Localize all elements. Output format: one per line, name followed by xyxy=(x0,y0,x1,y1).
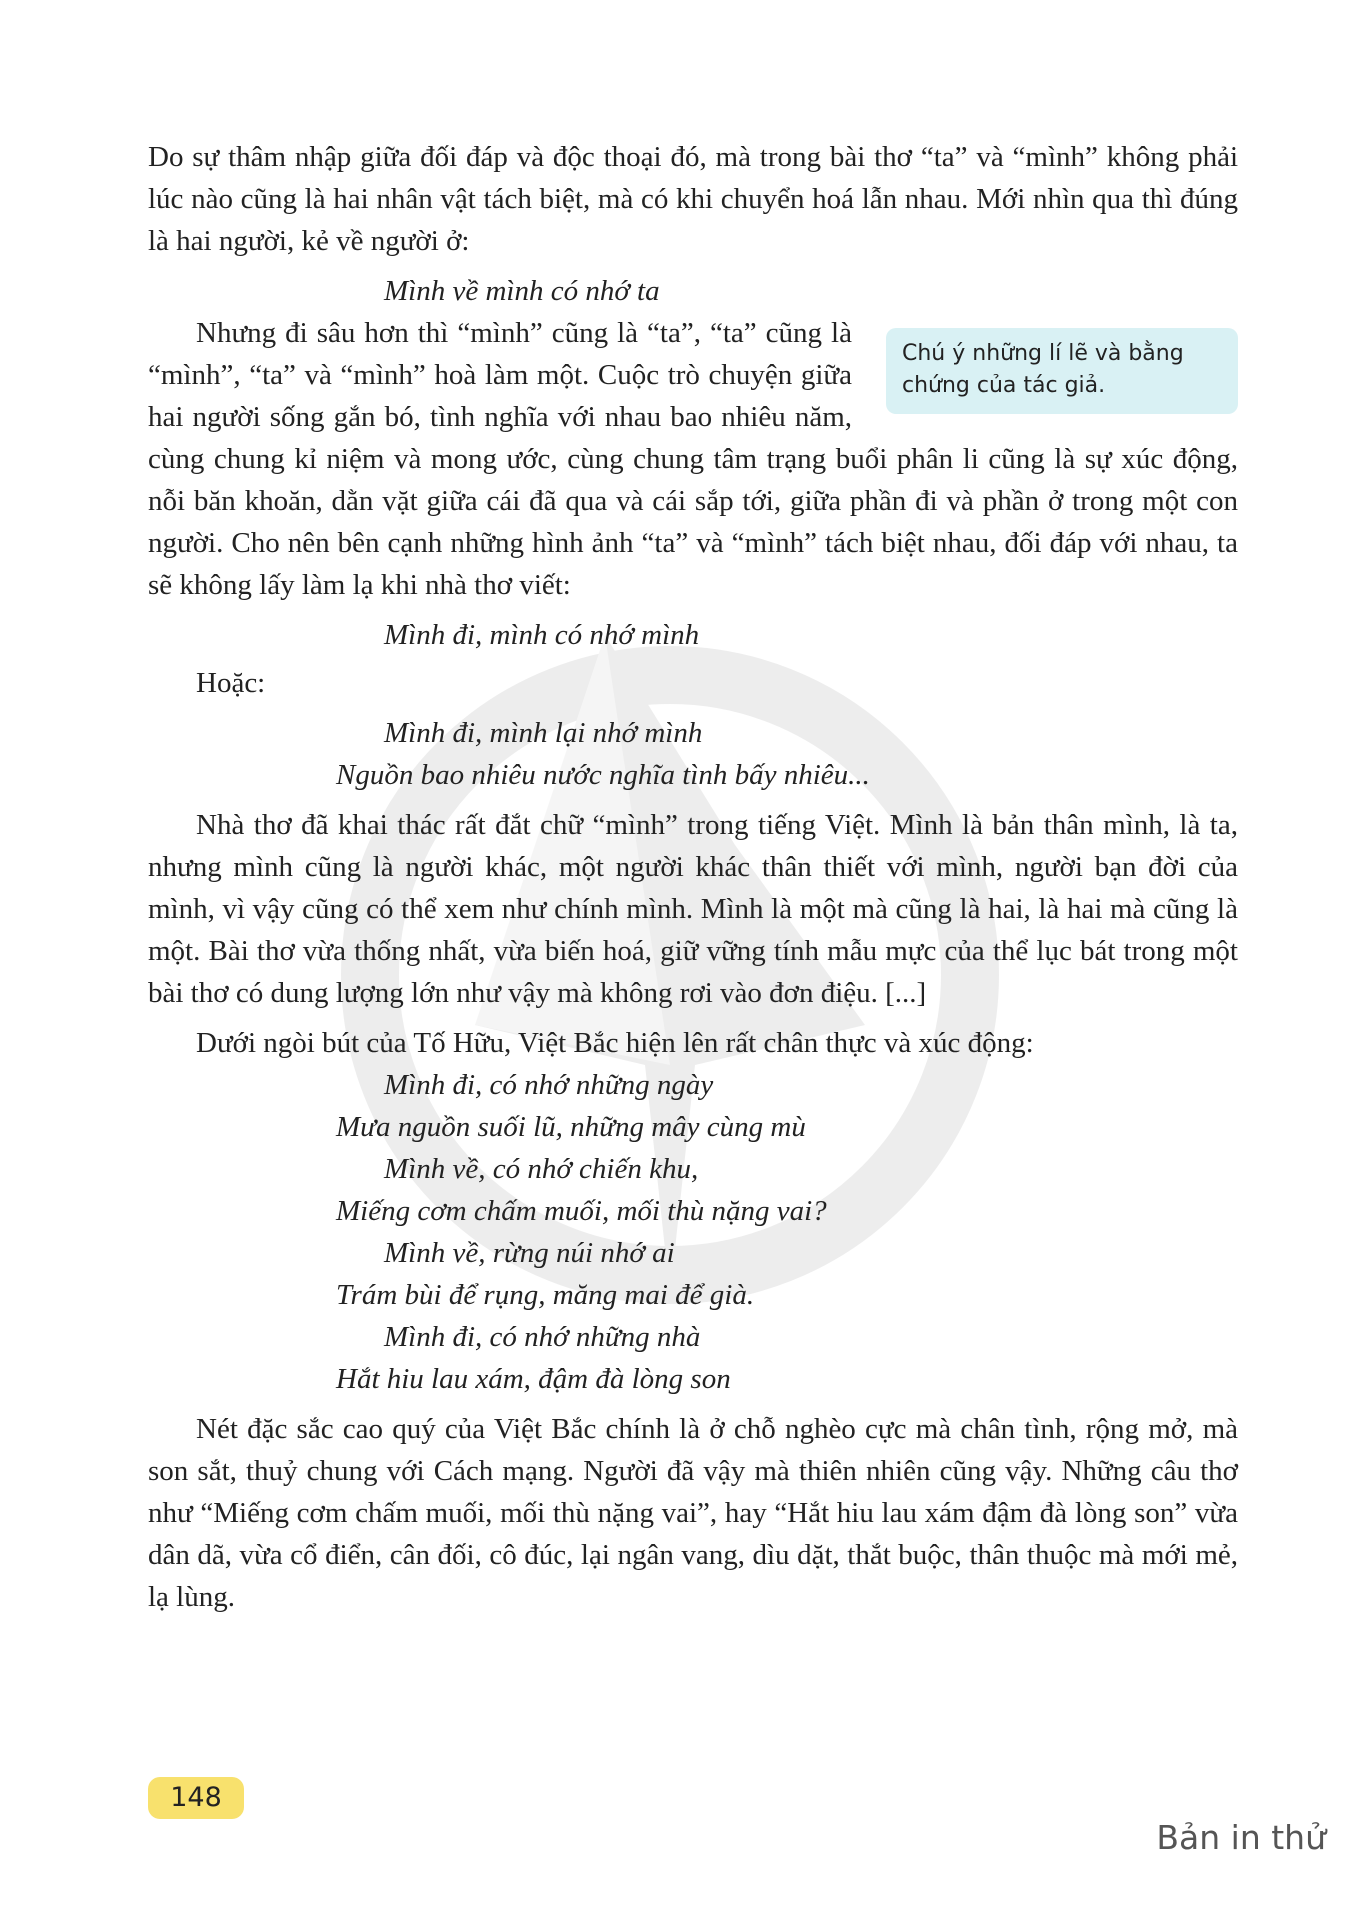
verse-line: Mình đi, mình có nhớ mình xyxy=(384,619,700,651)
verse-line: Mình đi, mình lại nhớ mình xyxy=(384,717,703,749)
paragraph-2 xyxy=(148,312,1238,606)
poem-line: Mình đi, có nhớ những nhà xyxy=(384,1321,701,1353)
poem-line: Mình đi, có nhớ những ngày xyxy=(384,1069,714,1101)
poem-line: Mình về, có nhớ chiến khu, xyxy=(384,1153,699,1185)
paragraph-3: Nhà thơ đã khai thác rất đắt chữ “mình” trong tiếng Việt. Mình là bản thân mình, là ta, nhưng mình cũng là người khác, một người khác thân thiết với mình, người bạn đời của mình, vì vậy cũng có thể xem như chính mình. Mình là một mà cũng là hai, là hai mà cũng là một. Bài thơ vừa thống nhất, vừa biến hoá, giữ vững tính mẫu mực của thể lục bát trong một bài thơ có dung lượng lớn như vậy mà không rơi vào đơn điệu. [...] xyxy=(148,809,1238,1009)
poem-line: Miếng cơm chấm muối, mối thù nặng vai? xyxy=(336,1195,827,1227)
poem-line: Mình về, rừng núi nhớ ai xyxy=(384,1237,675,1269)
side-note-box: Chú ý những lí lẽ và bằng chứng của tác giả. xyxy=(886,328,1238,414)
poem-line: Trám bùi để rụng, măng mai để già. xyxy=(336,1279,755,1311)
poem-block xyxy=(148,1064,1238,1400)
draft-label: Bản in thử xyxy=(1156,1818,1326,1857)
verse-line: Mình về mình có nhớ ta xyxy=(384,275,660,307)
article-body xyxy=(148,136,1238,1618)
verse-line: Nguồn bao nhiêu nước nghĩa tình bấy nhiêu... xyxy=(336,759,870,791)
paragraph-2-text: Nhưng đi sâu hơn thì “mình” cũng là “ta”, “ta” cũng là “mình”, “ta” và “mình” hoà làm một. Cuộc trò chuyện giữa hai người sống gắn bó, tình nghĩa với nhau bao nhiêu năm, cùng chung kỉ niệm và mong ước, cùng chung tâm trạng buổi phân li cũng là sự xúc động, nỗi băn khoăn, dằn vặt giữa cái đã qua và cái sắp tới, giữa phần đi và phần ở trong một con người. Cho nên bên cạnh những hình ảnh “ta” và “mình” tách biệt nhau, đối đáp với nhau, ta sẽ không lấy làm lạ khi nhà thơ viết: xyxy=(148,317,1238,601)
paragraph-5: Nét đặc sắc cao quý của Việt Bắc chính là ở chỗ nghèo cực mà chân tình, rộng mở, mà son sắt, thuỷ chung với Cách mạng. Người đã vậy mà thiên nhiên cũng vậy. Những câu thơ như “Miếng cơm chấm muối, mối thù nặng vai”, hay “Hắt hiu lau xám đậm đà lòng son” vừa dân dã, vừa cổ điển, cân đối, cô đúc, lại ngân vang, dìu dặt, thắt buộc, thân thuộc mà mới mẻ, lạ lùng. xyxy=(148,1413,1238,1613)
paragraph-1: Do sự thâm nhập giữa đối đáp và độc thoại đó, mà trong bài thơ “ta” và “mình” không phải lúc nào cũng là hai nhân vật tách biệt, mà có khi chuyển hoá lẫn nhau. Mới nhìn qua thì đúng là hai người, kẻ về người ở: xyxy=(148,141,1238,257)
poem-line: Mưa nguồn suối lũ, những mây cùng mù xyxy=(336,1111,806,1143)
hoac-label: Hoặc: xyxy=(196,667,266,699)
poem-line: Hắt hiu lau xám, đậm đà lòng son xyxy=(336,1363,731,1395)
paragraph-4: Dưới ngòi bút của Tố Hữu, Việt Bắc hiện lên rất chân thực và xúc động: xyxy=(196,1027,1034,1059)
page-number-badge: 148 xyxy=(148,1777,244,1819)
